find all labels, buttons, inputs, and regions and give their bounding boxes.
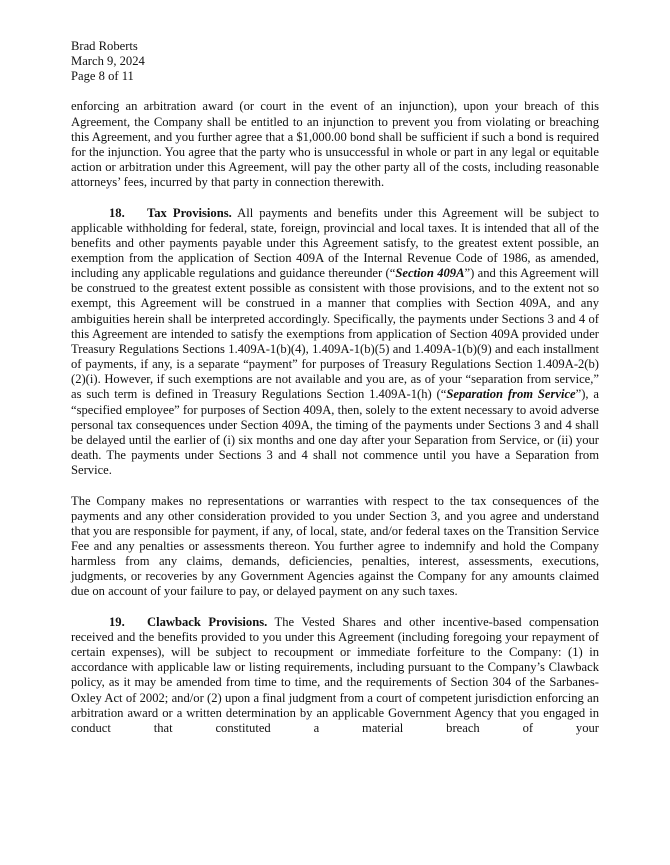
page-indicator: Page 8 of 11 — [71, 69, 134, 84]
section-title: Tax Provisions. — [147, 205, 232, 220]
section-number: 18. — [109, 205, 125, 220]
paragraph-injunction-costs: enforcing an arbitration award (or court in the event of an injunction), upon your breach of this Agreement, the Company shall be entitled to an injunction to prevent you from violating or breaching this Agreement, and you further agree that a $1,000.00 bond shall be sufficient if such a bond is required for the injunction. You agree that the party who is unsuccessful in whole or part in any legal or equitable action or arbitration under this Agreement, will pay the other party all of the costs, including reasonable attorneys’ fees, incurred by that party in connection therewith. — [71, 99, 599, 190]
document-page — [71, 39, 599, 751]
recipient-name: Brad Roberts — [71, 39, 138, 53]
section-18-tax-provisions — [71, 206, 599, 479]
letter-header — [71, 39, 599, 84]
section-text: ”) and this Agreement will be construed to the greatest extent possible as consistent with those provisions, and to the extent not so exempt, this Agreement will be construed in a manner that complies with Section 409A, and any ambiguities herein shall be interpreted accordingly. Specifically, the payments under Sections 3 and 4 of this Agreement are intended to satisfy the exemptions from application of Section 409A provided under Treasury Regulations Sections 1.409A-1(b)(4), 1.409A-1(b)(5) and 1.409A-1(b)(9) and each installment of payments, if any, is a separate “payment” for purposes of Treasury Regulations Section 1.409A-2(b)(2)(i). However, if such exemptions are not available and you are, as of your “separation from service,” as such term is defined in Treasury Regulations Section 1.409A-1(h) (“ — [71, 266, 600, 402]
section-19-clawback-provisions — [71, 615, 599, 736]
section-text: ”), a “specified employee” for purposes of Section 409A, then, solely to the extent necessary to avoid adverse personal tax consequences under Section 409A, the timing of the payments under Sections 3 and 4 shall be delayed until the earlier of (i) six months and one day after your Separation from Service, or (ii) your death. The payments under Sections 3 and 4 shall not commence until you have a Separation from Service. — [71, 387, 599, 478]
section-number: 19. — [109, 614, 125, 629]
letter-date: March 9, 2024 — [71, 54, 145, 69]
defined-term: Section 409A — [395, 266, 465, 281]
section-text: All payments and benefits under this Agreement will be subject to applicable withholding for federal, state, foreign, provincial and local taxes. It is intended that all of the benefits and other payments payable under this Agreement satisfy, to the greatest extent possible, an exemption from the application of Section 409A of the Internal Revenue Code of 1986, as amended, including any applicable regulations and guidance thereunder (“ — [71, 205, 599, 281]
defined-term: Separation from Service — [446, 387, 576, 402]
paragraph-tax-disclaimer: The Company makes no representations or warranties with respect to the tax consequences of the payments and any other consideration provided to you under Section 3, and you agree and understand that you are responsible for payment, if any, of local, state, and/or federal taxes on the Transition Service Fee and any penalties or assessments thereon. You further agree to indemnify and hold the Company harmless from any claims, demands, deficiencies, penalties, interest, assessments, executions, judgments, or recoveries by any Government Agencies against the Company for any amounts claimed due on account of your failure to pay, or delayed payment on any such taxes. — [71, 493, 599, 599]
section-title: Clawback Provisions. — [147, 614, 268, 629]
section-text: The Vested Shares and other incentive-based compensation received and the benefits provided to you under this Agreement (including foregoing your repayment of certain expenses), will be subject to recoupment or immediate forfeiture to the Company: (1) in accordance with applicable law or listing requirements, including pursuant to the Company’s Clawback policy, as it may be amended from time to time, and the requirements of Section 304 of the Sarbanes-Oxley Act of 2002; and/or (2) upon a final judgment from a court of competent jurisdiction enforcing an arbitration award or a written determination by an applicable Government Agency that you engaged in conduct that constituted a material breach of your — [71, 614, 599, 735]
